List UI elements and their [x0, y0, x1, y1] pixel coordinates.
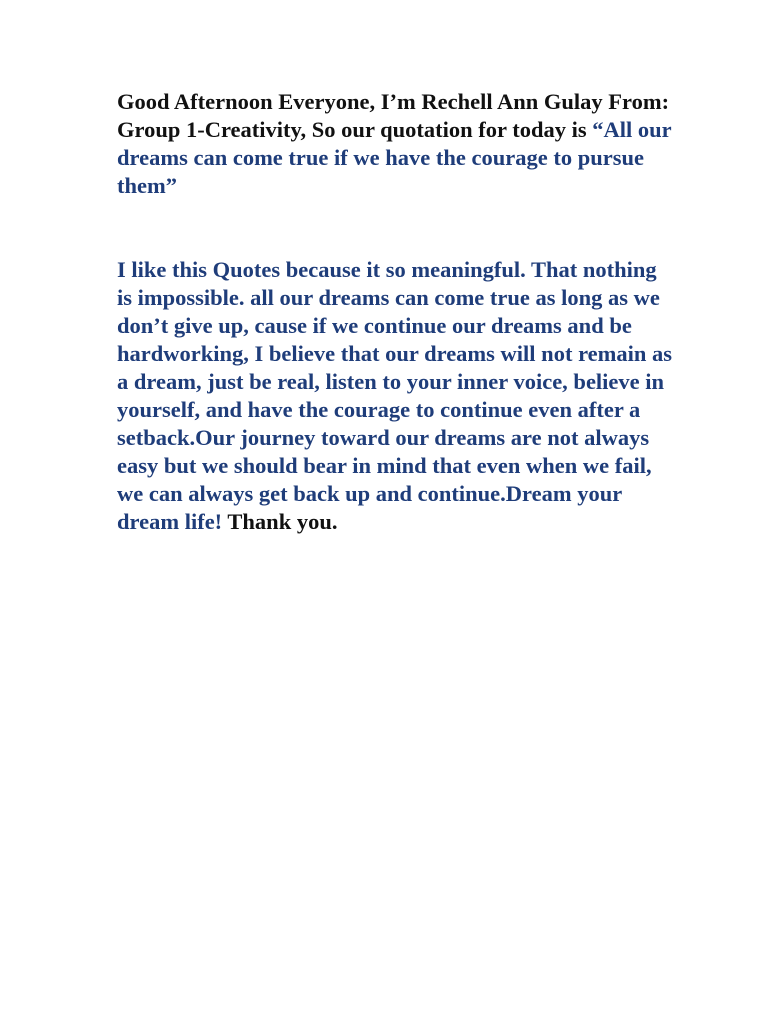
reflection-text: I like this Quotes because it so meaningful. That nothing is impossible. all our dreams can come true as long as we don’t give up, cause if we continue our dreams and be hardworking, I believe that our dreams will not remain as a dream, just be real, listen to your inner voice, believe in yourself, and have the courage to continue even after a setback.Our journey toward our dreams are not always easy but we should bear in mind that even when we fail, we can always get back up and continue.Dream your dream life!	[117, 257, 673, 534]
document-body	[117, 88, 677, 536]
quotation-text: “All our dreams can come true if we have the courage to pursue them”	[117, 117, 672, 198]
greeting-text: Good Afternoon Everyone, I’m Rechell Ann Gulay From: Group 1-Creativity, So our quotation for today is	[117, 89, 670, 142]
reflection-paragraph	[117, 256, 677, 536]
closing-text: Thank you.	[222, 509, 338, 534]
intro-paragraph	[117, 88, 677, 200]
